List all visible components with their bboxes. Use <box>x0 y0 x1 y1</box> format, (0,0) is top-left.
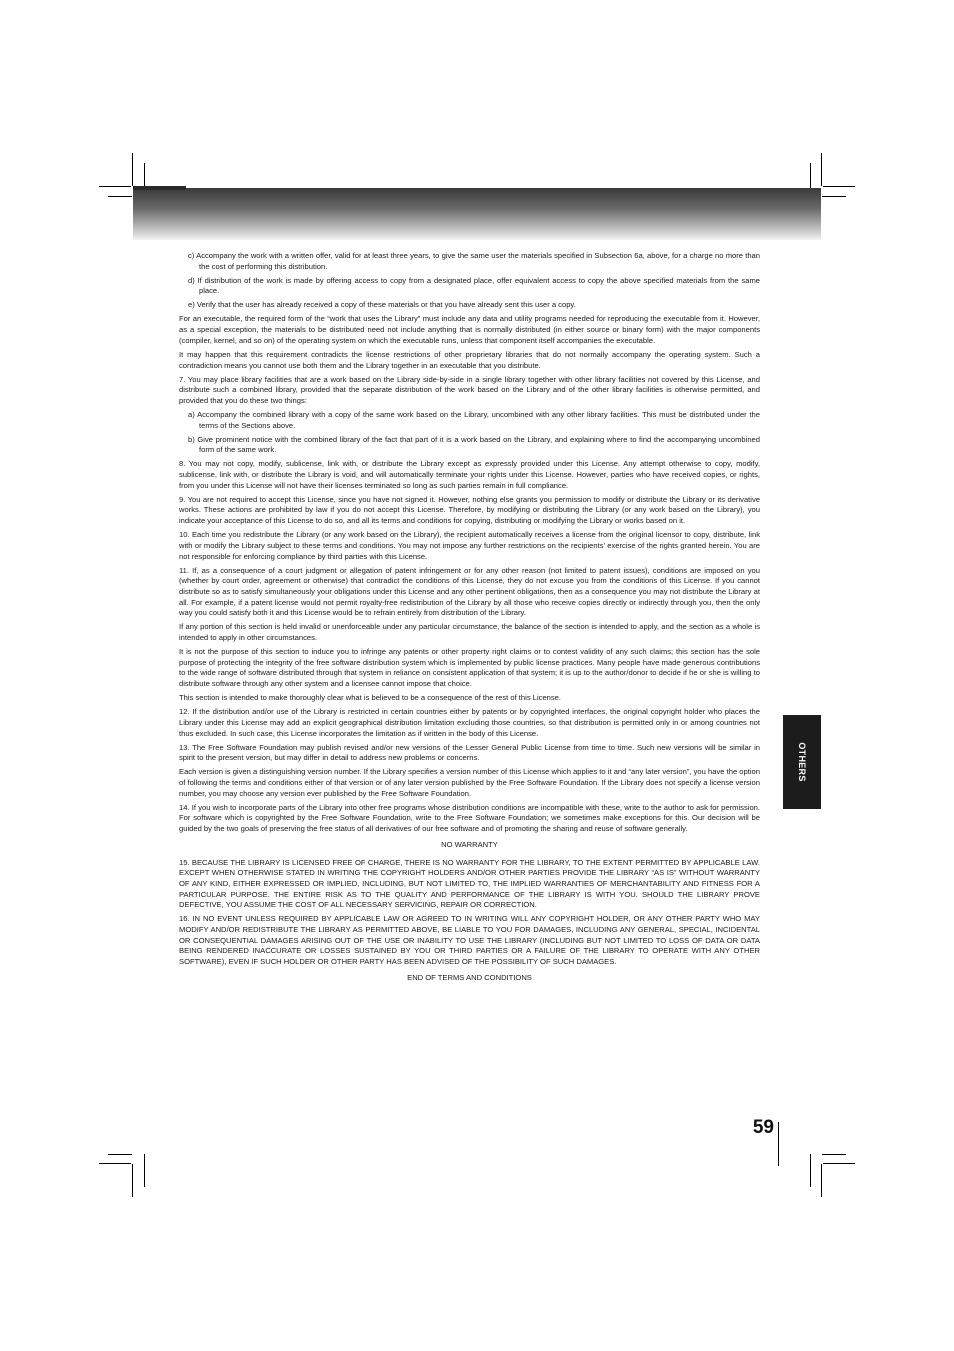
paragraph: 15. BECAUSE THE LIBRARY IS LICENSED FREE OF CHARGE, THERE IS NO WARRANTY FOR THE LIBRARY, TO THE EXTENT PERMITTED BY APPLICABLE LAW. EXCEPT WHEN OTHERWISE STATED IN WRITING THE COPYRIGHT HOLDERS AND/OR OTHER PARTIES PROVIDE THE LIBRARY “AS IS” WITHOUT WARRANTY OF ANY KIND, EITHER EXPRESSED OR IMPLIED, INCLUDING, BUT NOT LIMITED TO, THE IMPLIED WARRANTIES OF MERCHANTABILITY AND FITNESS FOR A PARTICULAR PURPOSE. THE ENTIRE RISK AS TO THE QUALITY AND PERFORMANCE OF THE LIBRARY IS WITH YOU. SHOULD THE LIBRARY PROVE DEFECTIVE, YOU ASSUME THE COST OF ALL NECESSARY SERVICING, REPAIR OR CORRECTION. <box>179 857 760 910</box>
page-number: 59 <box>752 1117 774 1138</box>
paragraph: 14. If you wish to incorporate parts of the Library into other free programs whose distribution conditions are incompatible with these, write to the author to ask for permission. For software which is copyrighted by the Free Software Foundation, write to the Free Software Foundation; we sometimes make exceptions for this. Our decision will be guided by the two goals of preserving the free status of all derivatives of our free software and of promoting the sharing and reuse of software generally. <box>179 802 760 834</box>
paragraph: 8. You may not copy, modify, sublicense, link with, or distribute the Library except as expressly provided under this License. Any attempt otherwise to copy, modify, sublicense, link with, or distribute the Library is void, and will automatically terminate your rights under this License. However, parties who have received copies, or rights, from you under this License will not have their licenses terminated so long as such parties remain in full compliance. <box>179 459 760 490</box>
crop-mark <box>810 1154 811 1187</box>
page-number-rule <box>778 1122 779 1166</box>
crop-mark <box>823 186 855 187</box>
header-tab-accent <box>133 186 186 190</box>
paragraph: 7. You may place library facilities that are a work based on the Library side-by-side in a single library together with other library facilities not covered by this License, and distribute such a combined library, provided that the separate distribution of the work based on the Library and of the other library facilities is otherwise permitted, and provided that you do these two things: <box>179 374 760 405</box>
paragraph: If any portion of this section is held invalid or unenforceable under any particular circumstance, the balance of the section is intended to apply, and the section as a whole is intended to apply in other circumstances. <box>179 622 760 643</box>
paragraph: 11. If, as a consequence of a court judgment or allegation of patent infringement or for any other reason (not limited to patent issues), conditions are imposed on you (whether by court order, agreement or otherwise) that contradict the conditions of this License, they do not excuse you from the conditions of this License. If you cannot distribute so as to satisfy simultaneously your obligations under this License and any other pertinent obligations, then as a consequence you may not distribute the Library at all. For example, if a patent license would not permit royalty-free redistribution of the Library by all those who receive copies directly or indirectly through you, then the only way you could satisfy both it and this License would be to refrain entirely from distribution of the Library. <box>179 565 760 618</box>
header-band <box>133 188 821 240</box>
paragraph: It is not the purpose of this section to induce you to infringe any patents or other property right claims or to contest validity of any such claims; this section has the sole purpose of protecting the integrity of the free software distribution system which is implemented by public license practices. Many people have made generous contributions to the wide range of software distributed through that system in reliance on consistent application of that system; it is up to the author/donor to decide if he or she is willing to distribute software through any other system and a licensee cannot impose that choice. <box>179 647 760 689</box>
paragraph: This section is intended to make thoroughly clear what is believed to be a consequence of the rest of this License. <box>179 693 562 703</box>
crop-mark <box>132 1164 133 1197</box>
crop-mark <box>822 196 846 197</box>
crop-mark <box>821 1164 822 1197</box>
list-item: a) Accompany the combined library with a copy of the same work based on the Library, uncombined with any other library facilities. This must be distributed under the terms of the Sections above. <box>188 409 760 430</box>
list-item: c) Accompany the work with a written offer, valid for at least three years, to give the same user the materials specified in Subsection 6a, above, for a charge no more than the cost of performing this distribution. <box>188 251 760 271</box>
paragraph: Each version is given a distinguishing version number. If the Library specifies a version number of this License which applies to it and “any later version”, you have the option of following the terms and conditions either of that version or of any later version published by the Free Software Foundation. If the Library does not specify a license version number, you may choose any version ever published by the Free Software Foundation. <box>179 767 760 798</box>
crop-mark <box>108 1154 132 1155</box>
section-heading: NO WARRANTY <box>441 839 498 849</box>
section-tab-label: OTHERS <box>797 742 807 782</box>
crop-mark <box>821 153 822 186</box>
paragraph: 10. Each time you redistribute the Library (or any work based on the Library), the recipient automatically receives a license from the original licensor to copy, distribute, link with or modify the Library subject to these terms and conditions. You may not impose any further restrictions on the recipients’ exercise of the rights granted herein. You are not responsible for enforcing compliance by third parties with this License. <box>179 530 760 561</box>
paragraph: 9. You are not required to accept this License, since you have not signed it. However, nothing else grants you permission to modify or distribute the Library or its derivative works. These actions are prohibited by law if you do not accept this License. Therefore, by modifying or distributing the Library (or any work based on the Library), you indicate your acceptance of this License to do so, and all its terms and conditions for copying, distributing or modifying the Library or works based on it. <box>179 494 760 526</box>
paragraph: For an executable, the required form of the “work that uses the Library” must include any data and utility programs needed for reproducing the executable from it. However, as a special exception, the materials to be distributed need not include anything that is normally distributed (in either source or binary form) with the major components (compiler, kernel, and so on) of the operating system on which the executable runs, unless that component itself accompanies the executable. <box>179 314 760 345</box>
crop-mark <box>99 1163 131 1164</box>
list-item: e) Verify that the user has already received a copy of these materials or that you have already sent this user a copy. <box>188 300 576 310</box>
paragraph: 13. The Free Software Foundation may publish revised and/or new versions of the Lesser General Public License from time to time. Such new versions will be similar in spirit to the present version, but may differ in detail to address new problems or concerns. <box>179 742 760 763</box>
section-heading: END OF TERMS AND CONDITIONS <box>407 972 532 982</box>
list-item: b) Give prominent notice with the combined library of the fact that part of it is a work based on the Library, and explaining where to find the accompanying uncombined form of the same work. <box>188 434 760 455</box>
paragraph: 16. IN NO EVENT UNLESS REQUIRED BY APPLICABLE LAW OR AGREED TO IN WRITING WILL ANY COPYRIGHT HOLDER, OR ANY OTHER PARTY WHO MAY MODIFY AND/OR REDISTRIBUTE THE LIBRARY AS PERMITTED ABOVE, BE LIABLE TO YOU FOR DAMAGES, INCLUDING ANY GENERAL, SPECIAL, INCIDENTAL OR CONSEQUENTIAL DAMAGES ARISING OUT OF THE USE OR INABILITY TO USE THE LIBRARY (INCLUDING BUT NOT LIMITED TO LOSS OF DATA OR DATA BEING RENDERED INACCURATE OR LOSSES SUSTAINED BY YOU OR THIRD PARTIES OR A FAILURE OF THE LIBRARY TO OPERATE WITH ANY OTHER SOFTWARE), EVEN IF SUCH HOLDER OR OTHER PARTY HAS BEEN ADVISED OF THE POSSIBILITY OF SUCH DAMAGES. <box>179 914 760 967</box>
crop-mark <box>144 1154 145 1187</box>
crop-mark <box>108 196 132 197</box>
section-tab-others[interactable] <box>783 715 821 809</box>
list-item: d) If distribution of the work is made by offering access to copy from a designated place, offer equivalent access to copy the above specified materials from the same place. <box>188 275 760 296</box>
paragraph: 12. If the distribution and/or use of the Library is restricted in certain countries either by patents or by copyrighted interfaces, the original copyright holder who places the Library under this License may add an explicit geographical distribution limitation excluding those countries, so that distribution is permitted only in or among countries not thus excluded. In such case, this License incorporates the limitation as if written in the body of this License. <box>179 707 760 738</box>
crop-mark <box>823 1163 855 1164</box>
paragraph: It may happen that this requirement contradicts the license restrictions of other proprietary libraries that do not normally accompany the operating system. Such a contradiction means you cannot use both them and the Library together in an executable that you distribute. <box>179 349 760 370</box>
crop-mark <box>132 153 133 186</box>
crop-mark <box>822 1154 846 1155</box>
crop-mark <box>99 186 131 187</box>
license-text-body <box>179 251 760 991</box>
